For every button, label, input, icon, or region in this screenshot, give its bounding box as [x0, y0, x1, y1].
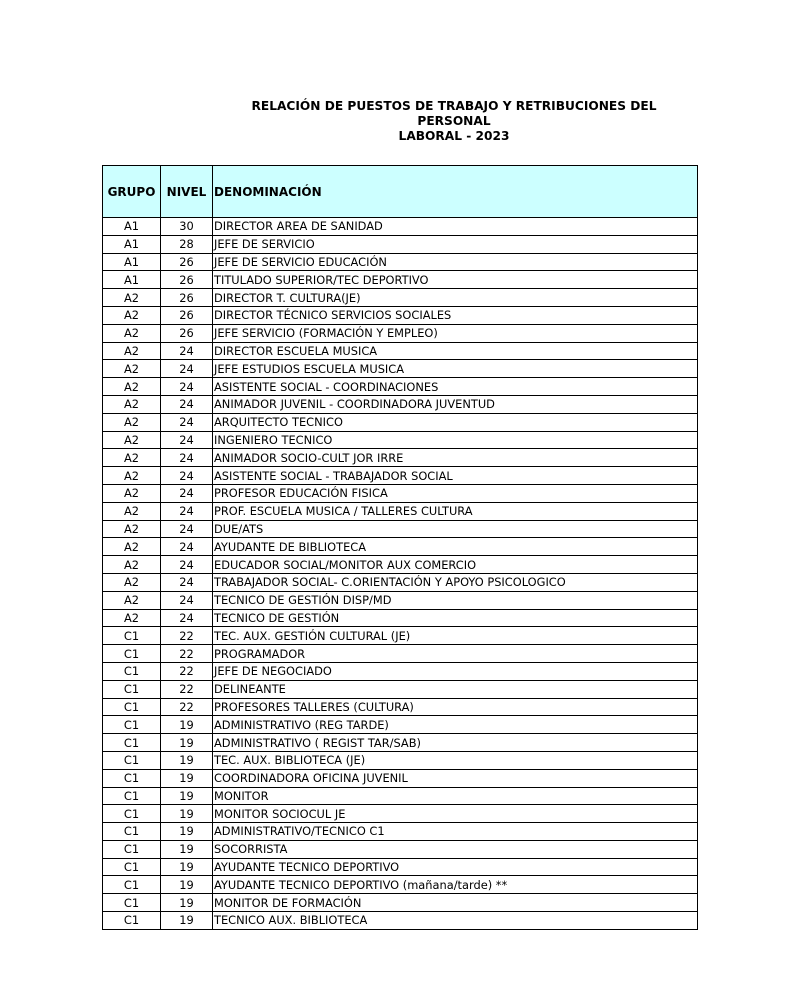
cell-denominacion: MONITOR SOCIOCUL JE: [213, 805, 698, 823]
table-body: [103, 218, 698, 930]
cell-nivel: 19: [161, 716, 213, 734]
cell-nivel: 19: [161, 769, 213, 787]
cell-grupo: A2: [103, 342, 161, 360]
cell-nivel: 24: [161, 484, 213, 502]
cell-grupo: A1: [103, 271, 161, 289]
cell-denominacion: MONITOR DE FORMACIÓN: [213, 894, 698, 912]
document-title: [214, 99, 694, 144]
cell-nivel: 24: [161, 413, 213, 431]
cell-nivel: 24: [161, 449, 213, 467]
table-row: [103, 306, 698, 324]
cell-grupo: A2: [103, 431, 161, 449]
cell-nivel: 24: [161, 467, 213, 485]
cell-grupo: A2: [103, 360, 161, 378]
cell-nivel: 26: [161, 324, 213, 342]
cell-grupo: A2: [103, 306, 161, 324]
table-row: [103, 395, 698, 413]
cell-denominacion: PROGRAMADOR: [213, 645, 698, 663]
cell-denominacion: TECNICO DE GESTIÓN DISP/MD: [213, 591, 698, 609]
table-row: [103, 751, 698, 769]
cell-denominacion: PROFESOR EDUCACIÓN FISICA: [213, 484, 698, 502]
cell-grupo: C1: [103, 751, 161, 769]
cell-grupo: A2: [103, 573, 161, 591]
cell-grupo: A2: [103, 538, 161, 556]
table-row: [103, 502, 698, 520]
cell-grupo: A2: [103, 609, 161, 627]
cell-denominacion: DELINEANTE: [213, 680, 698, 698]
cell-denominacion: AYUDANTE DE BIBLIOTECA: [213, 538, 698, 556]
table-row: [103, 680, 698, 698]
table-row: [103, 573, 698, 591]
cell-denominacion: PROF. ESCUELA MUSICA / TALLERES CULTURA: [213, 502, 698, 520]
cell-nivel: 19: [161, 787, 213, 805]
cell-denominacion: INGENIERO TECNICO: [213, 431, 698, 449]
cell-grupo: C1: [103, 894, 161, 912]
table-row: [103, 378, 698, 396]
cell-denominacion: TITULADO SUPERIOR/TEC DEPORTIVO: [213, 271, 698, 289]
cell-denominacion: EDUCADOR SOCIAL/MONITOR AUX COMERCIO: [213, 556, 698, 574]
cell-denominacion: DUE/ATS: [213, 520, 698, 538]
cell-denominacion: DIRECTOR ESCUELA MUSICA: [213, 342, 698, 360]
cell-nivel: 22: [161, 662, 213, 680]
cell-nivel: 24: [161, 395, 213, 413]
cell-denominacion: TECNICO AUX. BIBLIOTECA: [213, 912, 698, 930]
cell-grupo: C1: [103, 840, 161, 858]
cell-grupo: A1: [103, 218, 161, 236]
cell-grupo: C1: [103, 645, 161, 663]
table-row: [103, 876, 698, 894]
cell-grupo: C1: [103, 698, 161, 716]
cell-denominacion: ASISTENTE SOCIAL - TRABAJADOR SOCIAL: [213, 467, 698, 485]
cell-nivel: 22: [161, 698, 213, 716]
cell-nivel: 24: [161, 591, 213, 609]
cell-grupo: A2: [103, 324, 161, 342]
cell-nivel: 24: [161, 360, 213, 378]
cell-nivel: 19: [161, 894, 213, 912]
table-row: [103, 591, 698, 609]
table-row: [103, 538, 698, 556]
cell-denominacion: TEC. AUX. GESTIÓN CULTURAL (JE): [213, 627, 698, 645]
cell-denominacion: SOCORRISTA: [213, 840, 698, 858]
table-row: [103, 627, 698, 645]
table-row: [103, 342, 698, 360]
table-row: [103, 449, 698, 467]
cell-grupo: A2: [103, 520, 161, 538]
cell-grupo: C1: [103, 734, 161, 752]
table-row: [103, 235, 698, 253]
cell-grupo: C1: [103, 912, 161, 930]
cell-grupo: A2: [103, 449, 161, 467]
table-row: [103, 805, 698, 823]
table-row: [103, 823, 698, 841]
header-nivel: NIVEL: [161, 166, 213, 218]
cell-nivel: 24: [161, 378, 213, 396]
cell-nivel: 24: [161, 431, 213, 449]
table-row: [103, 360, 698, 378]
table-row: [103, 431, 698, 449]
cell-grupo: A2: [103, 591, 161, 609]
cell-denominacion: COORDINADORA OFICINA JUVENIL: [213, 769, 698, 787]
cell-nivel: 19: [161, 912, 213, 930]
cell-denominacion: ARQUITECTO TECNICO: [213, 413, 698, 431]
cell-grupo: C1: [103, 716, 161, 734]
cell-grupo: A1: [103, 253, 161, 271]
table-row: [103, 787, 698, 805]
cell-nivel: 24: [161, 556, 213, 574]
table-row: [103, 662, 698, 680]
cell-denominacion: ADMINISTRATIVO ( REGIST TAR/SAB): [213, 734, 698, 752]
cell-grupo: C1: [103, 662, 161, 680]
table-row: [103, 520, 698, 538]
table-header-row: [103, 166, 698, 218]
cell-nivel: 19: [161, 840, 213, 858]
cell-denominacion: PROFESORES TALLERES (CULTURA): [213, 698, 698, 716]
cell-nivel: 26: [161, 306, 213, 324]
table-row: [103, 556, 698, 574]
cell-denominacion: MONITOR: [213, 787, 698, 805]
cell-nivel: 22: [161, 680, 213, 698]
cell-grupo: C1: [103, 627, 161, 645]
cell-nivel: 30: [161, 218, 213, 236]
cell-denominacion: DIRECTOR AREA DE SANIDAD: [213, 218, 698, 236]
cell-grupo: A2: [103, 395, 161, 413]
cell-grupo: C1: [103, 858, 161, 876]
cell-grupo: A1: [103, 235, 161, 253]
table-row: [103, 840, 698, 858]
cell-denominacion: ASISTENTE SOCIAL - COORDINACIONES: [213, 378, 698, 396]
cell-nivel: 19: [161, 858, 213, 876]
table-row: [103, 769, 698, 787]
header-denominacion: DENOMINACIÓN: [213, 166, 698, 218]
cell-grupo: C1: [103, 680, 161, 698]
cell-grupo: A2: [103, 556, 161, 574]
cell-grupo: A2: [103, 484, 161, 502]
cell-denominacion: JEFE SERVICIO (FORMACIÓN Y EMPLEO): [213, 324, 698, 342]
table-row: [103, 271, 698, 289]
cell-denominacion: TEC. AUX. BIBLIOTECA (JE): [213, 751, 698, 769]
cell-denominacion: JEFE DE SERVICIO EDUCACIÓN: [213, 253, 698, 271]
table-row: [103, 324, 698, 342]
cell-denominacion: AYUDANTE TECNICO DEPORTIVO (mañana/tarde) **: [213, 876, 698, 894]
cell-denominacion: JEFE ESTUDIOS ESCUELA MUSICA: [213, 360, 698, 378]
cell-nivel: 24: [161, 609, 213, 627]
table-row: [103, 716, 698, 734]
title-line-2: LABORAL - 2023: [398, 129, 510, 143]
cell-nivel: 28: [161, 235, 213, 253]
cell-denominacion: AYUDANTE TECNICO DEPORTIVO: [213, 858, 698, 876]
table-row: [103, 289, 698, 307]
cell-nivel: 24: [161, 342, 213, 360]
cell-nivel: 22: [161, 627, 213, 645]
cell-denominacion: ADMINISTRATIVO/TECNICO C1: [213, 823, 698, 841]
cell-nivel: 26: [161, 253, 213, 271]
table-row: [103, 698, 698, 716]
cell-denominacion: JEFE DE SERVICIO: [213, 235, 698, 253]
cell-denominacion: ANIMADOR JUVENIL - COORDINADORA JUVENTUD: [213, 395, 698, 413]
cell-denominacion: JEFE DE NEGOCIADO: [213, 662, 698, 680]
cell-nivel: 19: [161, 876, 213, 894]
table-row: [103, 609, 698, 627]
cell-nivel: 24: [161, 573, 213, 591]
cell-nivel: 19: [161, 823, 213, 841]
table-row: [103, 253, 698, 271]
table-row: [103, 734, 698, 752]
cell-nivel: 26: [161, 289, 213, 307]
table-row: [103, 484, 698, 502]
cell-grupo: C1: [103, 787, 161, 805]
cell-nivel: 26: [161, 271, 213, 289]
table-row: [103, 645, 698, 663]
cell-denominacion: TRABAJADOR SOCIAL- C.ORIENTACIÓN Y APOYO PSICOLOGICO: [213, 573, 698, 591]
cell-denominacion: DIRECTOR T. CULTURA(JE): [213, 289, 698, 307]
cell-nivel: 19: [161, 805, 213, 823]
cell-nivel: 19: [161, 734, 213, 752]
cell-nivel: 24: [161, 538, 213, 556]
cell-denominacion: DIRECTOR TÉCNICO SERVICIOS SOCIALES: [213, 306, 698, 324]
header-grupo: GRUPO: [103, 166, 161, 218]
table-row: [103, 894, 698, 912]
cell-grupo: A2: [103, 378, 161, 396]
cell-nivel: 24: [161, 502, 213, 520]
table-row: [103, 413, 698, 431]
title-line-1: RELACIÓN DE PUESTOS DE TRABAJO Y RETRIBUCIONES DEL PERSONAL: [251, 99, 657, 128]
cell-grupo: A2: [103, 289, 161, 307]
cell-grupo: C1: [103, 876, 161, 894]
cell-denominacion: ANIMADOR SOCIO-CULT JOR IRRE: [213, 449, 698, 467]
cell-nivel: 19: [161, 751, 213, 769]
cell-grupo: C1: [103, 823, 161, 841]
cell-grupo: A2: [103, 467, 161, 485]
cell-nivel: 24: [161, 520, 213, 538]
cell-denominacion: TECNICO DE GESTIÓN: [213, 609, 698, 627]
cell-denominacion: ADMINISTRATIVO (REG TARDE): [213, 716, 698, 734]
cell-grupo: C1: [103, 805, 161, 823]
table-row: [103, 858, 698, 876]
cell-grupo: C1: [103, 769, 161, 787]
cell-nivel: 22: [161, 645, 213, 663]
positions-table: [102, 165, 698, 930]
cell-grupo: A2: [103, 502, 161, 520]
table-row: [103, 912, 698, 930]
table-row: [103, 218, 698, 236]
table-row: [103, 467, 698, 485]
cell-grupo: A2: [103, 413, 161, 431]
